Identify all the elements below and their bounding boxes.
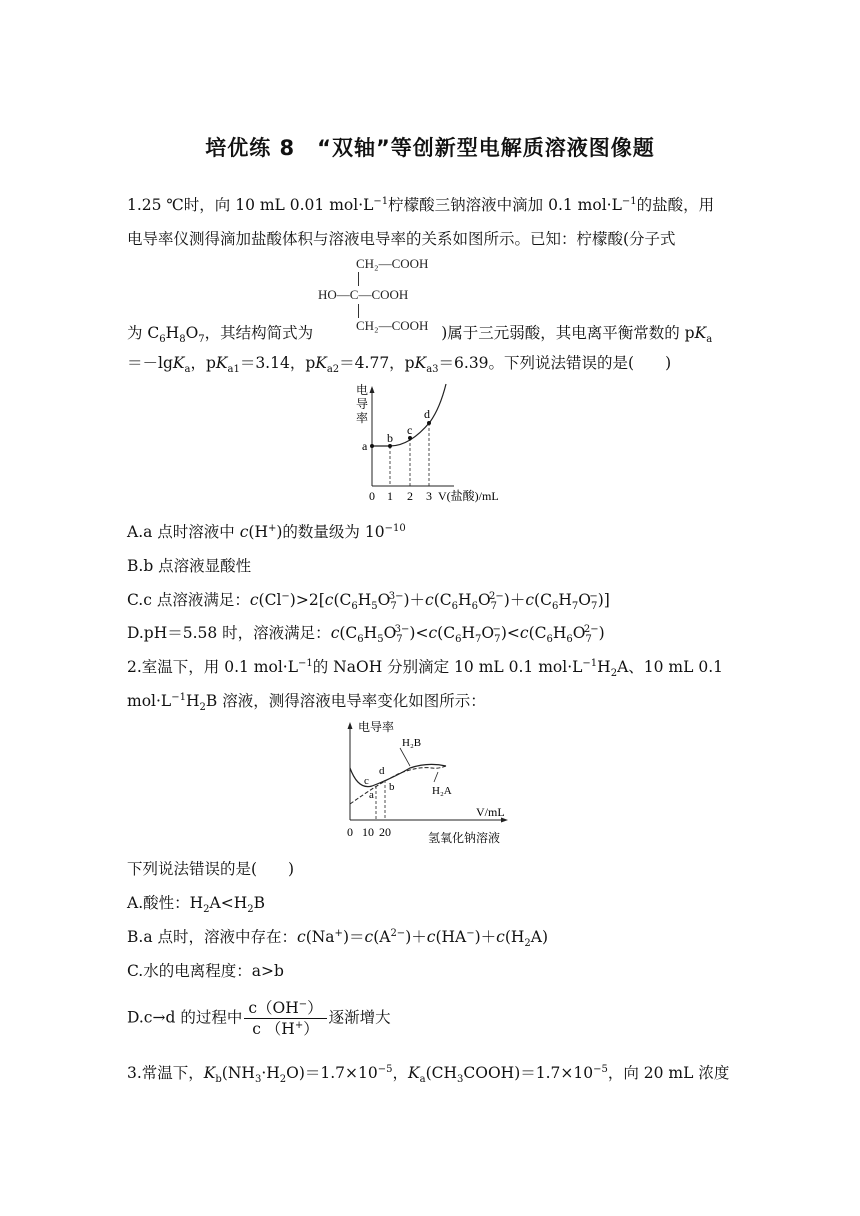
- figure-2-conductivity-chart: [338, 716, 528, 850]
- fig1-point-c: c: [407, 423, 413, 437]
- citric-acid-structure: CH₂—COOH HO—C—COOH CH₂—COOH: [318, 256, 429, 333]
- fig2-point-d: d: [379, 765, 385, 777]
- q2-option-c: C.水的电离程度：a>b: [127, 962, 284, 980]
- q1-line-2: 电导率仪测得滴加盐酸体积与溶液电导率的关系如图所示。已知：柠檬酸(分子式: [127, 230, 676, 248]
- fig2-curve-h2b: H₂B: [402, 737, 422, 749]
- q1-option-d: D.pH＝5.58 时，溶液满足：$c(C_6H_5O_7^{3-})<c(C_6H_7O_7^-)<c(C_6H_6O_7^{2-})$: [127, 623, 605, 646]
- figure-1-conductivity-chart: [350, 380, 510, 508]
- fig1-xtick-0: 0: [369, 489, 375, 503]
- fig2-xtick-0: 0: [347, 825, 353, 839]
- fig1-xlabel: V(盐酸)/mL: [438, 489, 499, 503]
- fig2-xtick-10: 10: [362, 825, 374, 839]
- fig2-curve-h2a: H₂A: [432, 785, 452, 797]
- q2-option-b: B.a 点时，溶液中存在：$c(Na^+)=c(A^{2-})+c(HA^-)+c(H_2A)$: [127, 927, 549, 950]
- q3-line-1: 3.常温下，$K_b(NH_3\cdot H_2O)=1.7\times 10^{-5}$，$K_a(CH_3COOH)=1.7\times 10^{-5}$，向 20 mL 浓度: [127, 1063, 730, 1086]
- q2-option-d: D.c→d 的过程中 $\frac{c(OH^-)}{c (H^+)}$ 逐渐增大: [127, 998, 391, 1038]
- fig1-ylabel-1: 电: [356, 383, 369, 397]
- fig2-ylabel: 电导率: [358, 720, 395, 734]
- q1-option-b: B.b 点溶液显酸性: [127, 557, 252, 575]
- q2-line-1: 2.室温下，用 0.1 $mol\cdot L^{-1}$的 NaOH 分别滴定 10 mL 0.1 $mol\cdot L^{-1}H_2A$、10 mL 0.1: [127, 657, 723, 680]
- q2-prompt: 下列说法错误的是( ): [127, 860, 295, 878]
- fig1-xtick-3: 3: [426, 489, 432, 503]
- fig1-ylabel-3: 率: [356, 411, 369, 425]
- fig1-point-b: b: [387, 431, 393, 445]
- q2-line-2: $mol\cdot L^{-1}H_2B$ 溶液，测得溶液电导率变化如图所示：: [127, 691, 486, 714]
- fig2-xlabel: V/mL: [476, 805, 505, 819]
- fig1-ylabel-2: 导: [356, 397, 369, 411]
- q1-option-a: A.a 点时溶液中 c(H+)的数量级为 $10^{-10}$: [127, 522, 406, 541]
- fig2-point-a: a: [369, 789, 374, 801]
- fig1-xtick-1: 1: [387, 489, 393, 503]
- fig2-xtick-20: 20: [379, 825, 391, 839]
- page-title: 培优练 8 “双轴”等创新型电解质溶液图像题: [205, 136, 655, 160]
- q2-option-a: A.酸性：$H_2A<H_2B$: [127, 894, 265, 916]
- fig1-point-d: d: [424, 407, 430, 421]
- q1-option-c: C.c 点溶液满足：$c(Cl^-)>2[c(C_6H_5O_7^{3-})+c(C_6H_6O_7^{2-})+c(C_6H_7O_7^-)]$: [127, 590, 610, 613]
- fig1-point-a: a: [362, 439, 368, 453]
- fig1-xtick-2: 2: [407, 489, 413, 503]
- q2-fraction: $\frac{c(OH^-)}{c (H^+)}$: [244, 998, 326, 1039]
- q1-line-3: 为 $C_6H_8O_7$，其结构简式为 )属于三元弱酸，其电离平衡常数的 $pK_a$: [127, 324, 713, 346]
- q1-line-4: ＝－lgK$_a$，$pK_{a1}=3.14$，$pK_{a2}=4.77$，$pK_{a3}=6.39$。下列说法错误的是( ): [127, 354, 672, 376]
- fig2-point-c: c: [364, 775, 369, 787]
- fig2-point-b: b: [389, 781, 395, 793]
- fig2-caption: 氢氧化钠溶液: [428, 831, 501, 845]
- q1-line-1: 1.25 ℃时，向 10 mL 0.01 $mol\cdot L^{-1}$柠檬酸三钠溶液中滴加 0.1 $mol\cdot L^{-1}$的盐酸，用: [127, 195, 715, 214]
